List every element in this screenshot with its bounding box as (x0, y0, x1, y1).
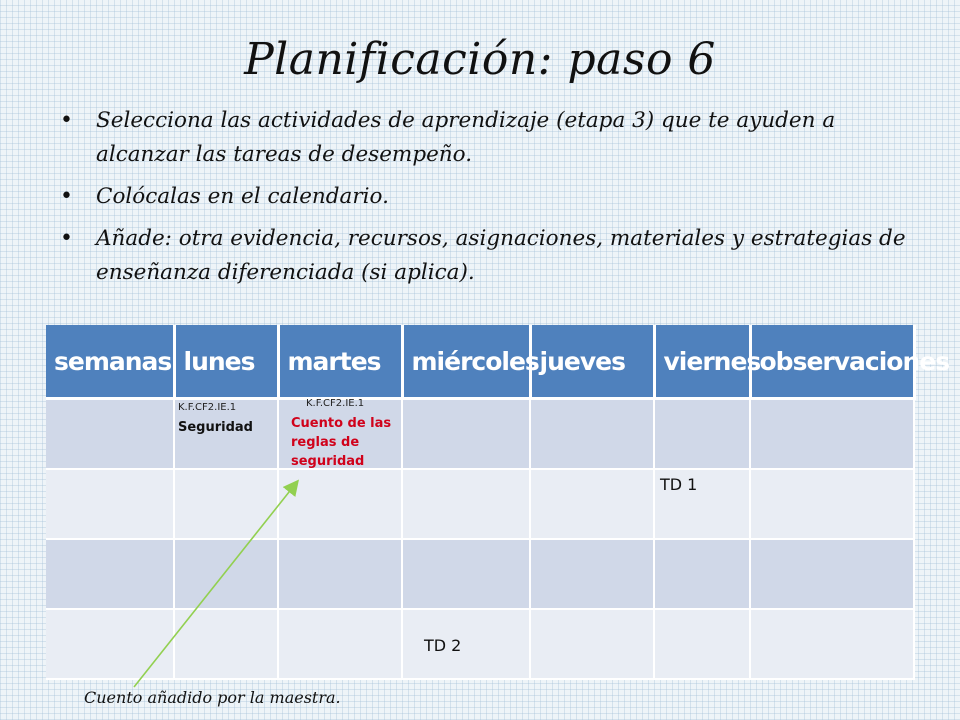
lunes-standard-code: K.F.CF2.IE.1 (178, 402, 237, 413)
martes-activity-label: Cuento de las reglas de seguridad (291, 416, 392, 469)
td1-label: TD 1 (660, 475, 698, 494)
header-viernes: viernes (654, 325, 750, 399)
bullet-item: • Colócalas en el calendario. (60, 180, 920, 214)
martes-standard-code: K.F.CF2.IE.1 (306, 398, 365, 409)
bullet-item: • Añade: otra evidencia, recursos, asignaciones, materiales y estrategias de enseñanza diferenciada (si aplica). (60, 222, 920, 290)
lunes-activity-label: Seguridad (178, 420, 253, 435)
bullet-item: • Selecciona las actividades de aprendizaje (etapa 3) que te ayuden a alcanzar las tareas de desempeño. (60, 104, 920, 172)
header-miercoles: miércoles (402, 325, 530, 399)
header-observaciones: observaciones (750, 325, 914, 399)
slide-title: Planificación: paso 6 (244, 34, 716, 85)
header-martes: martes (278, 325, 402, 399)
td2-label: TD 2 (424, 636, 462, 655)
header-jueves: jueves (530, 325, 654, 399)
caption-text: Cuento añadido por la maestra. (84, 688, 341, 707)
header-semanas: semanas (46, 325, 174, 399)
header-lunes: lunes (174, 325, 278, 399)
